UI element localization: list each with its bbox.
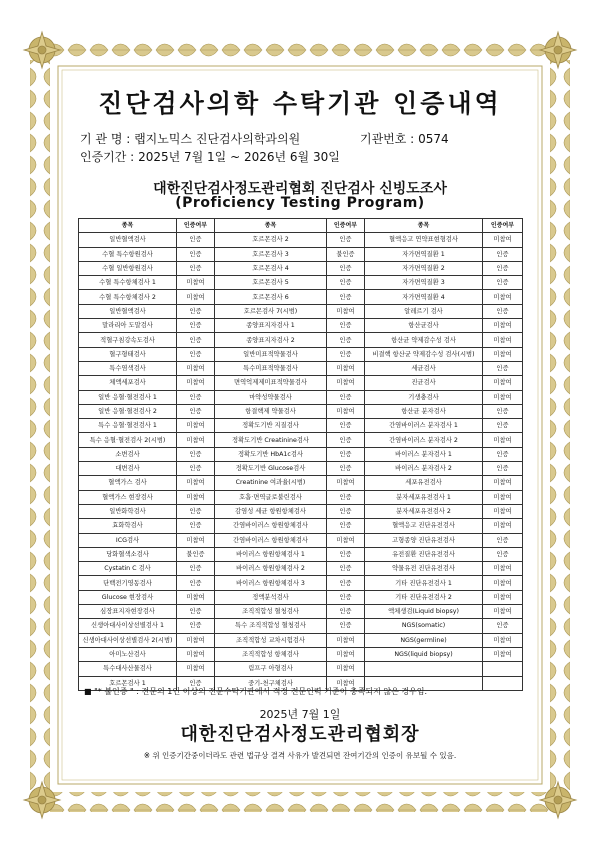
test-item-cell: 호르몬검사 7(시범) — [215, 304, 327, 318]
table-row — [79, 390, 523, 404]
certification-status-cell: 미참여 — [483, 490, 523, 504]
test-item-cell: Cystatin C 검사 — [79, 562, 177, 576]
test-item-cell: 세포유전검사 — [365, 476, 483, 490]
table-row — [79, 419, 523, 433]
certification-status-cell: 미참여 — [483, 605, 523, 619]
certification-status-cell: 인증 — [327, 576, 365, 590]
certification-status-cell: 인증 — [327, 261, 365, 275]
certification-status-cell: 인증 — [327, 319, 365, 333]
test-item-cell: 혈액응고 연약표현형검사 — [365, 233, 483, 247]
certification-status-cell: 인증 — [483, 533, 523, 547]
certification-status-cell: 미참여 — [177, 662, 215, 676]
column-header: 인증여부 — [483, 219, 523, 233]
test-item-cell: 자가면역질환 3 — [365, 276, 483, 290]
test-item-cell: 수혈 특수항원검사 — [79, 247, 177, 261]
certification-status-cell: 미참여 — [327, 633, 365, 647]
certification-status-cell: 미참여 — [327, 647, 365, 661]
certification-status-cell: 미참여 — [177, 433, 215, 447]
test-item-cell: 대변검사 — [79, 462, 177, 476]
table-row — [79, 361, 523, 375]
table-row — [79, 462, 523, 476]
test-item-cell — [365, 662, 483, 676]
certification-status-cell: 미참여 — [177, 490, 215, 504]
certification-status-cell: 인증 — [177, 447, 215, 461]
certification-status-cell: 미참여 — [177, 476, 215, 490]
certification-status-cell: 미참여 — [483, 590, 523, 604]
table-row — [79, 619, 523, 633]
certification-status-cell: 미참여 — [483, 519, 523, 533]
certification-status-cell: 인증 — [327, 547, 365, 561]
certification-status-cell: 인증 — [483, 447, 523, 461]
certification-period: 2025년 7월 1일 ~ 2026년 6월 30일 — [138, 150, 340, 164]
certification-status-cell — [483, 662, 523, 676]
test-item-cell: 혈액응고 진단유전검사 — [365, 519, 483, 533]
table-row — [79, 304, 523, 318]
certification-period-line — [80, 148, 340, 165]
footnote-text: "* 불인증 " : 전문의 1인 이상의 전문수탁기관에서 적정 전문인력 기준이 충족되지 않은 경우임. — [94, 687, 428, 696]
certification-status-cell: 미참여 — [483, 476, 523, 490]
certification-status-cell: 인증 — [327, 347, 365, 361]
test-item-cell: 항결핵제 약물검사 — [215, 404, 327, 418]
table-row — [79, 576, 523, 590]
test-item-cell: 특수미표적약물검사 — [215, 361, 327, 375]
certification-status-cell: 인증 — [483, 304, 523, 318]
test-item-cell: 혈액가스 검사 — [79, 476, 177, 490]
certification-status-cell: 불인증 — [327, 247, 365, 261]
test-item-cell: 혈액가스 현장검사 — [79, 490, 177, 504]
table-row — [79, 476, 523, 490]
table-row — [79, 647, 523, 661]
table-body — [79, 233, 523, 691]
certification-status-cell: 미참여 — [483, 504, 523, 518]
test-item-cell: 종양표지자검사 1 — [215, 319, 327, 333]
certification-status-cell: 인증 — [177, 605, 215, 619]
test-item-cell: 호르몬검사 3 — [215, 247, 327, 261]
table-row — [79, 261, 523, 275]
test-item-cell: 기타 진단유전검사 2 — [365, 590, 483, 604]
test-item-cell: 호르몬검사 2 — [215, 233, 327, 247]
certification-status-cell: 미참여 — [177, 647, 215, 661]
certification-status-cell: 미참여 — [483, 376, 523, 390]
certification-status-cell: 인증 — [177, 404, 215, 418]
test-item-cell: 자가면역질환 1 — [365, 247, 483, 261]
test-item-cell: 바이러스 분자검사 1 — [365, 447, 483, 461]
certification-status-cell: 인증 — [327, 490, 365, 504]
test-item-cell: 약물유전 진단유전검사 — [365, 562, 483, 576]
table-row — [79, 662, 523, 676]
test-item-cell: 바이러스 항원항체검사 3 — [215, 576, 327, 590]
certification-status-cell: 인증 — [327, 433, 365, 447]
certification-status-cell: 미참여 — [177, 590, 215, 604]
certification-status-cell: 인증 — [327, 590, 365, 604]
test-item-cell: 호르몬검사 4 — [215, 261, 327, 275]
certification-status-cell: 인증 — [327, 447, 365, 461]
table-row — [79, 404, 523, 418]
table-row — [79, 433, 523, 447]
institution-name-line — [80, 130, 300, 147]
test-item-cell: 비결핵 항산균 약제감수성 검사(시범) — [365, 347, 483, 361]
certification-status-cell: 미참여 — [327, 376, 365, 390]
footnote-bullet-icon: ■ — [84, 687, 92, 696]
certification-status-cell: 인증 — [177, 319, 215, 333]
table-row — [79, 519, 523, 533]
certification-status-cell: 미참여 — [177, 533, 215, 547]
test-item-cell: 기생충검사 — [365, 390, 483, 404]
test-item-cell: 간염바이러스 분자검사 1 — [365, 419, 483, 433]
institution-number: 0574 — [418, 132, 449, 146]
column-header: 인증여부 — [327, 219, 365, 233]
certification-status-cell: 인증 — [327, 276, 365, 290]
test-item-cell: 일반혈액검사 — [79, 304, 177, 318]
test-item-cell: 특수 응혈·혈전검사 2(시범) — [79, 433, 177, 447]
test-item-cell: 조직적합성 혈청검사 — [215, 605, 327, 619]
certification-status-cell: 미참여 — [483, 433, 523, 447]
table-row — [79, 376, 523, 390]
test-item-cell: 적혈구침강속도검사 — [79, 333, 177, 347]
test-item-cell: Glucose 현장검사 — [79, 590, 177, 604]
test-item-cell: 조직적합성 항체검사 — [215, 647, 327, 661]
test-item-cell: 심장표지자현장검사 — [79, 605, 177, 619]
page-title: 진단검사의학 수탁기관 인증내역 — [98, 89, 502, 118]
test-item-cell: 정확도기반 Glucose검사 — [215, 462, 327, 476]
test-item-cell: 일반 응혈·혈전검사 1 — [79, 390, 177, 404]
test-item-cell: 일반 응혈·혈전검사 2 — [79, 404, 177, 418]
table-row — [79, 533, 523, 547]
certification-period-label: 인증기간 : — [80, 150, 135, 164]
test-item-cell: 면역억제제미표적약물검사 — [215, 376, 327, 390]
test-item-cell: 세균검사 — [365, 361, 483, 375]
test-item-cell: 특수대사산물검사 — [79, 662, 177, 676]
certification-status-cell: 인증 — [177, 462, 215, 476]
institution-number-line — [360, 130, 449, 147]
test-item-cell: 분자세포유전검사 2 — [365, 504, 483, 518]
test-item-cell: 정확도기반 지질검사 — [215, 419, 327, 433]
table-row — [79, 447, 523, 461]
test-item-cell: NGS(germline) — [365, 633, 483, 647]
survey-title-ko: 대한진단검사정도관리협회 진단검사 신빙도조사 — [153, 181, 447, 197]
certification-status-cell: 인증 — [327, 419, 365, 433]
certification-status-cell: 인증 — [483, 547, 523, 561]
test-item-cell: 혈구형태검사 — [79, 347, 177, 361]
issue-date: 2025년 7월 1일 — [259, 708, 341, 721]
column-header: 종목 — [215, 219, 327, 233]
test-item-cell: 바이러스 분자검사 2 — [365, 462, 483, 476]
footnote — [84, 686, 427, 697]
test-item-cell: 신생아대사이상선별검사 2(시범) — [79, 633, 177, 647]
test-item-cell: 특수 응혈·혈전검사 1 — [79, 419, 177, 433]
test-item-cell: 호르몬검사 6 — [215, 290, 327, 304]
certification-status-cell: 미참여 — [177, 633, 215, 647]
test-item-cell: 효화학검사 — [79, 519, 177, 533]
certification-status-cell: 인증 — [327, 390, 365, 404]
test-item-cell: 단백전기영동검사 — [79, 576, 177, 590]
test-item-cell: 유전질환 진단유전검사 — [365, 547, 483, 561]
certification-status-cell: 미참여 — [483, 290, 523, 304]
certification-status-cell: 인증 — [327, 333, 365, 347]
test-item-cell: NGS(liquid biopsy) — [365, 647, 483, 661]
test-item-cell: 정확도기반 HbA1c검사 — [215, 447, 327, 461]
test-item-cell: 일반혈액검사 — [79, 233, 177, 247]
test-item-cell: 기타 진단유전검사 1 — [365, 576, 483, 590]
certification-status-cell: 인증 — [483, 619, 523, 633]
certification-status-cell: 미참여 — [483, 333, 523, 347]
certification-status-cell: 인증 — [177, 347, 215, 361]
test-item-cell: 마약성약물검사 — [215, 390, 327, 404]
certification-status-cell: 인증 — [177, 619, 215, 633]
column-header: 종목 — [79, 219, 177, 233]
certification-status-cell: 미참여 — [327, 404, 365, 418]
test-item-cell: 수혈 특수항체검사 2 — [79, 290, 177, 304]
certification-status-cell: 인증 — [327, 462, 365, 476]
test-item-cell: 정액분석검사 — [215, 590, 327, 604]
test-item-cell: 진균검사 — [365, 376, 483, 390]
column-header: 종목 — [365, 219, 483, 233]
certification-status-cell: 미참여 — [177, 376, 215, 390]
table-row — [79, 276, 523, 290]
table-header-row — [79, 219, 523, 233]
test-item-cell: 림프구 아형검사 — [215, 662, 327, 676]
certification-status-cell: 미참여 — [177, 361, 215, 375]
certification-status-cell: 인증 — [177, 504, 215, 518]
test-item-cell: 항산균 분자검사 — [365, 404, 483, 418]
test-item-cell: 수혈 특수항체검사 1 — [79, 276, 177, 290]
test-item-cell: 조직적합성 교차시험검사 — [215, 633, 327, 647]
test-item-cell: 항산균 약제감수성 검사 — [365, 333, 483, 347]
test-item-cell: 간염바이러스 항원항체검사 — [215, 533, 327, 547]
certification-status-cell: 미참여 — [483, 576, 523, 590]
test-item-cell: 자가면역질환 2 — [365, 261, 483, 275]
test-item-cell: 말라리아 도말검사 — [79, 319, 177, 333]
certification-status-cell: 미참여 — [177, 290, 215, 304]
test-item-cell: 간염바이러스 분자검사 2 — [365, 433, 483, 447]
certification-status-cell: 미참여 — [327, 476, 365, 490]
test-item-cell: 소변검사 — [79, 447, 177, 461]
certification-status-cell: 미참여 — [327, 304, 365, 318]
test-item-cell: NGS(somatic) — [365, 619, 483, 633]
certification-status-cell: 미참여 — [327, 361, 365, 375]
certification-status-cell: 인증 — [327, 233, 365, 247]
test-item-cell: 고형종양 진단유전검사 — [365, 533, 483, 547]
test-item-cell: 종양표지자검사 2 — [215, 333, 327, 347]
certification-status-cell: 인증 — [177, 304, 215, 318]
certification-status-cell: 미참여 — [483, 633, 523, 647]
table-row — [79, 319, 523, 333]
certification-status-cell: 인증 — [177, 261, 215, 275]
test-item-cell: 중기-천구체검사 — [215, 676, 327, 690]
certification-status-cell: 미참여 — [483, 347, 523, 361]
certification-status-cell: 인증 — [177, 576, 215, 590]
table-row — [79, 605, 523, 619]
table-row — [79, 247, 523, 261]
test-item-cell: Creatinine 여과율(시범) — [215, 476, 327, 490]
institution-number-label: 기관번호 : — [360, 132, 415, 146]
certification-status-cell: 미참여 — [177, 276, 215, 290]
certification-status-cell: 인증 — [177, 676, 215, 690]
test-item-cell: 체액세포검사 — [79, 376, 177, 390]
test-item-cell: 액체생검(Liquid biopsy) — [365, 605, 483, 619]
certification-status-cell: 인증 — [177, 390, 215, 404]
test-item-cell: 바이러스 항원항체검사 1 — [215, 547, 327, 561]
test-item-cell: 자가면역질환 4 — [365, 290, 483, 304]
institution-name: 랩지노믹스 진단검사의학과의원 — [134, 132, 301, 146]
test-item-cell: 간염바이러스 항원항체검사 — [215, 519, 327, 533]
table-row — [79, 333, 523, 347]
test-item-cell: 일반미표적약물검사 — [215, 347, 327, 361]
certification-status-cell: 인증 — [483, 261, 523, 275]
test-item-cell: 알레르기 검사 — [365, 304, 483, 318]
test-item-cell: 감염성 세균 항원항체검사 — [215, 504, 327, 518]
table-row — [79, 633, 523, 647]
test-item-cell: 당화혈색소검사 — [79, 547, 177, 561]
test-item-cell: 바이러스 항원항체검사 2 — [215, 562, 327, 576]
test-item-cell: 특수염색검사 — [79, 361, 177, 375]
test-item-cell: 호르몬검사 5 — [215, 276, 327, 290]
table-row — [79, 233, 523, 247]
certification-status-cell: 인증 — [483, 247, 523, 261]
test-item-cell: ICG검사 — [79, 533, 177, 547]
certification-status-cell: 미참여 — [327, 533, 365, 547]
column-header: 인증여부 — [177, 219, 215, 233]
certification-status-cell: 미참여 — [483, 233, 523, 247]
certification-status-cell: 인증 — [483, 276, 523, 290]
table-row — [79, 347, 523, 361]
certification-status-cell: 인증 — [483, 419, 523, 433]
certification-status-cell: 인증 — [327, 290, 365, 304]
test-item-cell: 수혈 일반항원검사 — [79, 261, 177, 275]
certification-status-cell: 인증 — [177, 247, 215, 261]
certification-status-cell: 인증 — [177, 562, 215, 576]
certification-status-cell: 인증 — [327, 619, 365, 633]
test-item-cell: 항산균검사 — [365, 319, 483, 333]
certification-status-cell: 불인증 — [177, 547, 215, 561]
certification-status-cell: 인증 — [483, 462, 523, 476]
issuer-name: 대한진단검사정도관리협회장 — [180, 724, 420, 745]
table-row — [79, 562, 523, 576]
test-item-cell: 일반화학검사 — [79, 504, 177, 518]
table-row — [79, 290, 523, 304]
certification-status-cell: 인증 — [483, 361, 523, 375]
certification-status-cell: 인증 — [327, 605, 365, 619]
certification-status-cell: 인증 — [327, 504, 365, 518]
certification-status-cell: 인증 — [327, 562, 365, 576]
certification-table — [78, 218, 523, 691]
certification-status-cell: 미참여 — [327, 676, 365, 690]
test-item-cell: 정확도기반 Creatinine검사 — [215, 433, 327, 447]
certification-status-cell: 미참여 — [483, 319, 523, 333]
certification-status-cell: 인증 — [327, 519, 365, 533]
certification-status-cell — [483, 676, 523, 690]
certification-status-cell: 인증 — [177, 519, 215, 533]
certification-status-cell: 미참여 — [483, 647, 523, 661]
table-row — [79, 590, 523, 604]
certification-status-cell: 인증 — [177, 333, 215, 347]
table-row — [79, 547, 523, 561]
test-item-cell: 분자세포유전검사 1 — [365, 490, 483, 504]
institution-name-label: 기 관 명 : — [80, 132, 131, 146]
test-item-cell: 신생아대사이상선별검사 1 — [79, 619, 177, 633]
test-item-cell: 아미노산검사 — [79, 647, 177, 661]
test-item-cell: 호흡·면역글로불린검사 — [215, 490, 327, 504]
disclaimer: ※ 위 인증기간중이더라도 관련 법규상 결격 사유가 발견되면 잔여기간의 인증이 유보될 수 있음. — [143, 751, 457, 760]
certification-status-cell: 미참여 — [483, 562, 523, 576]
table-row — [79, 490, 523, 504]
test-item-cell: 특수 조직적합성 혈청검사 — [215, 619, 327, 633]
certification-status-cell: 미참여 — [177, 419, 215, 433]
test-item-cell: 호르몬검사 1 — [79, 676, 177, 690]
survey-title-en: (Proficiency Testing Program) — [175, 195, 425, 211]
certification-status-cell: 미참여 — [327, 662, 365, 676]
certification-status-cell: 인증 — [177, 233, 215, 247]
certification-status-cell: 인증 — [483, 404, 523, 418]
table-row — [79, 504, 523, 518]
certification-status-cell: 미참여 — [483, 390, 523, 404]
